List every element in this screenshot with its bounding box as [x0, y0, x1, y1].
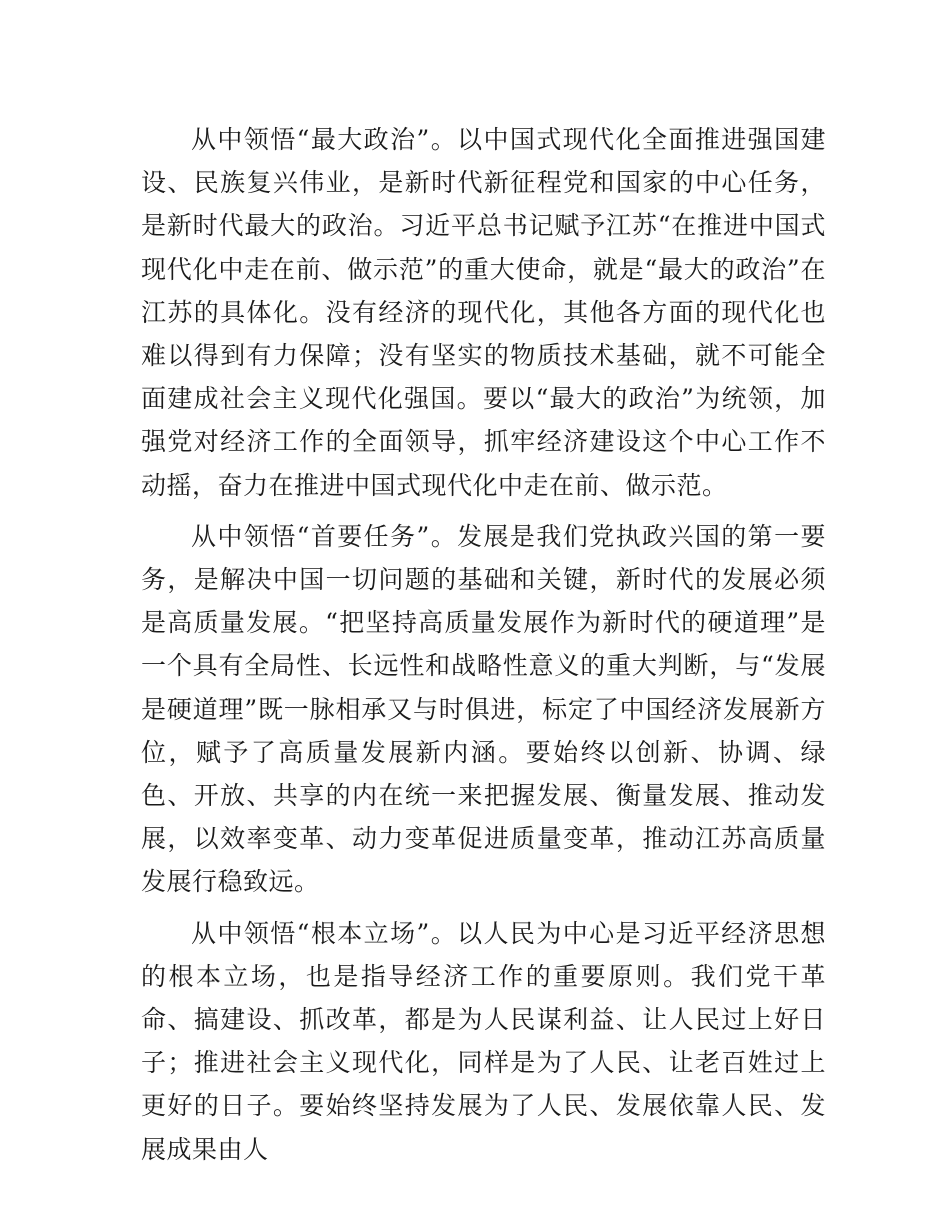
paragraph-largest-politics: 从中领悟“最大政治”。以中国式现代化全面推进强国建设、民族复兴伟业，是新时代新征程党和国家的中心任务，是新时代最大的政治。习近平总书记赋予江苏“在推进中国式现代化中走在前、做示范”的重大使命，就是“最大的政治”在江苏的具体化。没有经济的现代化，其他各方面的现代化也难以得到有力保障；没有坚实的物质技术基础，就不可能全面建成社会主义现代化强国。要以“最大的政治”为统领，加强党对经济工作的全面领导，抓牢经济建设这个中心工作不动摇，奋力在推进中国式现代化中走在前、做示范。	[141, 125, 826, 500]
paragraph-primary-task: 从中领悟“首要任务”。发展是我们党执政兴国的第一要务，是解决中国一切问题的基础和关键，新时代的发展必须是高质量发展。“把坚持高质量发展作为新时代的硬道理”是一个具有全局性、长远性和战略性意义的重大判断，与“发展是硬道理”既一脉相承又与时俱进，标定了中国经济发展新方位，赋予了高质量发展新内涵。要始终以创新、协调、绿色、开放、共享的内在统一来把握发展、衡量发展、推动发展，以效率变革、动力变革促进质量变革，推动江苏高质量发展行稳致远。	[141, 521, 826, 897]
paragraph-fundamental-stance: 从中领悟“根本立场”。以人民为中心是习近平经济思想的根本立场，也是指导经济工作的重要原则。我们党干革命、搞建设、抓改革，都是为人民谋利益、让人民过上好日子；推进社会主义现代化，同样是为了人民、让老百姓过上更好的日子。要始终坚持发展为了人民、发展依靠人民、发展成果由人	[141, 918, 826, 1164]
document-body	[141, 118, 826, 1179]
